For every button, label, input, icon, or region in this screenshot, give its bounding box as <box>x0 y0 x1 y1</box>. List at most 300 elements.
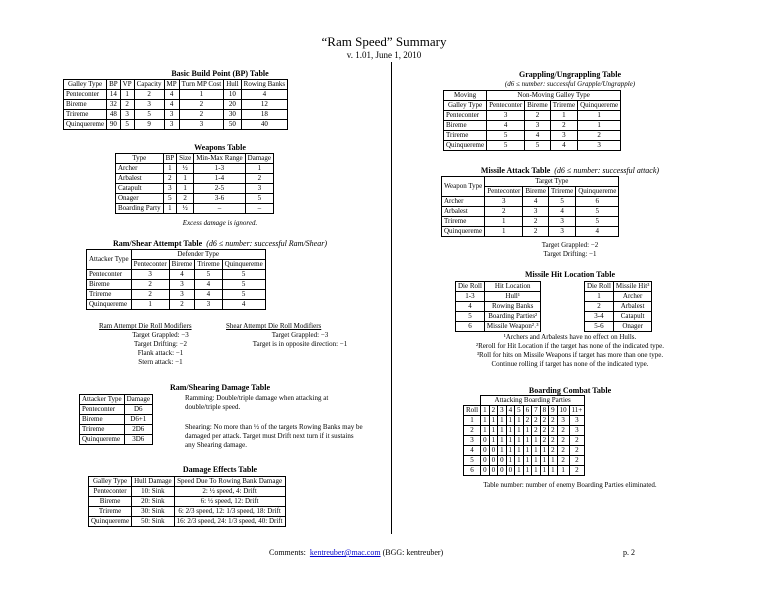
table-cell: 1 <box>506 456 515 466</box>
header-cell: Die Roll <box>585 282 614 292</box>
table-cell: 5 <box>163 194 177 204</box>
table-row <box>442 197 619 207</box>
header-cell: Galley Type <box>64 80 107 90</box>
table-cell: 4 <box>487 121 525 131</box>
table-cell: 1 <box>498 426 507 436</box>
table-cell: 3 <box>523 207 549 217</box>
table-cell: 1 <box>549 456 558 466</box>
table-cell: 1 <box>540 466 549 476</box>
table-cell: 1-4 <box>194 174 245 184</box>
table-cell: 5 <box>222 270 265 280</box>
header-cell: Size <box>177 154 194 164</box>
table-cell: 5 <box>120 120 134 130</box>
table-cell: 1 <box>177 174 194 184</box>
header-cell: Capacity <box>134 80 164 90</box>
table-row <box>80 435 153 445</box>
header-cell: Hit Location <box>484 282 541 292</box>
header-row <box>116 154 274 164</box>
table-cell: D6 <box>124 405 152 415</box>
ram-mod-list <box>99 331 222 367</box>
table-cell: 2 <box>549 416 558 426</box>
header-cell: 8 <box>540 406 549 416</box>
table-cell: 10 <box>224 90 241 100</box>
header-cell: Type <box>116 154 164 164</box>
table-cell: Catapult <box>116 184 164 194</box>
table-row <box>444 141 621 151</box>
header-cell: Penteconter <box>487 101 525 111</box>
table-cell: 6: 2/3 speed, 12: 1/3 speed, 18: Drift <box>174 507 285 517</box>
table-cell: 48 <box>107 110 121 120</box>
table-cell: 2 <box>569 456 585 466</box>
table-cell: 2 <box>120 100 134 110</box>
weapons-table <box>115 153 274 214</box>
table-cell: 2 <box>569 446 585 456</box>
table-cell: 1 <box>540 446 549 456</box>
modifier-item: Target Drifting: −2 <box>133 340 188 348</box>
modifier-item: Flank attack: −1 <box>137 349 184 357</box>
footnote: ³Roll for hits on Missile Weapons if target has more than one type. <box>476 351 664 359</box>
table-cell: 4 <box>456 302 485 312</box>
header-cell: 5 <box>515 406 524 416</box>
table-cell: 1 <box>549 466 558 476</box>
table-row <box>585 312 652 322</box>
table-row <box>442 207 619 217</box>
header-cell: Trireme <box>550 101 577 111</box>
shear-mod-title: Shear Attempt Die Roll Modifiers <box>226 322 322 330</box>
table-cell: 5 <box>464 456 481 466</box>
table-cell: ½ <box>177 204 194 214</box>
table-row <box>464 446 585 456</box>
table-cell: 3 <box>578 141 621 151</box>
table-cell: ½ <box>177 164 194 174</box>
table-cell: 1 <box>585 292 614 302</box>
table-row <box>116 174 274 184</box>
table-cell: Archer <box>613 292 651 302</box>
table-cell: 3 <box>245 184 273 194</box>
header-cell: Hull Damage <box>132 477 175 487</box>
header-cell: Quinquereme <box>578 101 621 111</box>
header-cell: 3 <box>498 406 507 416</box>
ram-mod-title: Ram Attempt Die Roll Modifiers <box>99 322 192 330</box>
table-cell: 3 <box>179 120 224 130</box>
table-row <box>89 487 286 497</box>
header-cell: Speed Due To Rowing Bank Damage <box>174 477 285 487</box>
table-cell: 50 <box>224 120 241 130</box>
header-cell: Damage <box>245 154 273 164</box>
table-cell: 5 <box>548 197 575 207</box>
table-cell: 16: 2/3 speed, 24: 1/3 speed, 40: Drift <box>174 517 285 527</box>
table-cell: 0 <box>506 466 515 476</box>
header-row <box>89 477 286 487</box>
header-cell: Galley Type <box>89 477 132 487</box>
table-cell: 1 <box>481 426 490 436</box>
shearing-text: Shearing: No more than ½ of the targets Rowing Banks may be damaged per attack. Target must Drift next turn if it sustains any Shearing damage. <box>185 423 363 449</box>
group-header: Attacking Boarding Parties <box>481 396 585 406</box>
table-cell: 4 <box>222 300 265 310</box>
table-cell: 1 <box>506 416 515 426</box>
table-cell: 6: ½ speed, 12: Drift <box>174 497 285 507</box>
table-cell: 2 <box>532 426 541 436</box>
header-cell: BP <box>107 80 121 90</box>
table-cell: 5 <box>222 280 265 290</box>
table-cell: 18 <box>241 110 287 120</box>
version-line: v. 1.01, June 1, 2010 <box>346 50 422 60</box>
table-cell: 4 <box>523 197 549 207</box>
table-row <box>87 290 266 300</box>
header-cell: Rowing Banks <box>241 80 287 90</box>
table-row <box>80 425 153 435</box>
table-cell: 2 <box>557 446 569 456</box>
table-cell: 3-6 <box>194 194 245 204</box>
table-cell: 5 <box>245 194 273 204</box>
header-cell: 10 <box>557 406 569 416</box>
table-cell: 1 <box>489 426 498 436</box>
table-cell: 1 <box>506 446 515 456</box>
boarding-title: Boarding Combat Table <box>528 386 612 395</box>
table-cell: 2 <box>523 227 549 237</box>
table-cell: 1 <box>532 456 541 466</box>
table-cell: 2 <box>578 131 621 141</box>
table-cell: 4 <box>241 90 287 100</box>
table-cell: Bireme <box>87 280 132 290</box>
table-cell: 4 <box>550 141 577 151</box>
table-row <box>444 131 621 141</box>
header-cell: Bireme <box>169 260 195 270</box>
modifier-item: Target Grappled: −2 <box>541 241 599 249</box>
footnote: ²Reroll for Hit Location if the target has none of the indicated type. <box>476 342 664 350</box>
table-cell: Quinquereme <box>64 120 107 130</box>
table-row <box>80 415 153 425</box>
table-cell: 0 <box>498 466 507 476</box>
table-row <box>456 292 541 302</box>
page-title: “Ram Speed” Summary <box>321 34 447 49</box>
table-cell: 1 <box>498 436 507 446</box>
table-cell: 5 <box>487 131 525 141</box>
table-row <box>464 456 585 466</box>
table-row <box>464 436 585 446</box>
table-cell: 1 <box>464 416 481 426</box>
ramming-text: Ramming: Double/triple damage when attacking at double/triple speed. <box>185 394 329 411</box>
table-cell: 2 <box>245 174 273 184</box>
table-cell: 12 <box>241 100 287 110</box>
footnote: ¹Archers and Arbalests have no effect on Hulls. <box>503 333 637 341</box>
corner-cell: Moving <box>444 91 487 101</box>
table-cell: 5 <box>525 141 551 151</box>
table-row <box>585 322 652 332</box>
table-row <box>116 164 274 174</box>
table-cell: 4 <box>195 280 222 290</box>
table-cell: 3 <box>548 227 575 237</box>
table-row <box>585 292 652 302</box>
boarding-note: Table number: number of enemy Boarding Parties eliminated. <box>483 481 657 489</box>
header-cell: Missile Hit³ <box>613 282 651 292</box>
missile-attack-table <box>441 176 619 237</box>
table-cell: 20: Sink <box>132 497 175 507</box>
table-cell: 2 <box>179 110 224 120</box>
header-cell: BP <box>163 154 177 164</box>
table-cell: Trireme <box>80 425 125 435</box>
header-cell: 9 <box>549 406 558 416</box>
table-cell: 1 <box>515 446 524 456</box>
email-link[interactable]: kentreuber@mac.com <box>309 548 381 557</box>
header-cell: 7 <box>532 406 541 416</box>
table-cell: 4 <box>548 207 575 217</box>
table-cell: Quinquereme <box>442 227 485 237</box>
table-cell: 1 <box>163 204 177 214</box>
table-row <box>87 300 266 310</box>
header-cell: 1 <box>481 406 490 416</box>
table-row <box>89 507 286 517</box>
table-cell: 3 <box>485 197 523 207</box>
header-cell: Roll <box>464 406 481 416</box>
table-cell: 2 <box>177 194 194 204</box>
table-cell: 0 <box>489 466 498 476</box>
table-cell: Onager <box>613 322 651 332</box>
header-cell: Quinquereme <box>576 187 619 197</box>
table-cell: 5 <box>487 141 525 151</box>
grapple-table <box>443 90 621 151</box>
table-cell: 1 <box>120 90 134 100</box>
header-cell: MP <box>164 80 179 90</box>
table-cell: 0 <box>489 446 498 456</box>
table-cell: 6 <box>456 322 485 332</box>
hitloc-title: Missile Hit Location Table <box>524 270 615 279</box>
table-row <box>456 312 541 322</box>
table-row <box>444 121 621 131</box>
table-cell: 3 <box>164 120 179 130</box>
header-cell: 4 <box>506 406 515 416</box>
table-cell: 2 <box>179 100 224 110</box>
table-cell: 1 <box>578 121 621 131</box>
hit-location-table <box>455 281 541 332</box>
table-cell: Bireme <box>444 121 487 131</box>
header-cell: Bireme <box>525 101 551 111</box>
table-cell: 1 <box>515 416 524 426</box>
table-cell: 0 <box>481 466 490 476</box>
table-cell: 1 <box>578 111 621 121</box>
page-number: p. 2 <box>623 548 635 557</box>
table-cell: 2 <box>549 436 558 446</box>
table-cell: Rowing Banks <box>484 302 541 312</box>
table-cell: 3D6 <box>124 435 152 445</box>
table-cell: 3 <box>548 217 575 227</box>
table-row <box>585 302 652 312</box>
table-cell: 5 <box>134 110 164 120</box>
table-cell: 4 <box>525 131 551 141</box>
table-row <box>87 270 266 280</box>
header-row <box>80 395 153 405</box>
table-row <box>456 322 541 332</box>
table-cell: 2-5 <box>194 184 245 194</box>
table-cell: 1 <box>523 446 532 456</box>
corner-cell: Weapon Type <box>442 177 485 197</box>
table-cell: Quinquereme <box>80 435 125 445</box>
modifier-item: Stern attack: −1 <box>138 358 183 366</box>
table-cell: 90 <box>107 120 121 130</box>
header-cell: Trireme <box>548 187 575 197</box>
table-row <box>444 111 621 121</box>
table-cell: 3 <box>120 110 134 120</box>
table-cell: Boarding Parties² <box>484 312 541 322</box>
table-cell: 3 <box>525 121 551 131</box>
group-header: Target Type <box>485 177 619 187</box>
header-cell: 2 <box>489 406 498 416</box>
table-cell: Hull¹ <box>484 292 541 302</box>
table-row <box>464 426 585 436</box>
shear-mod-list <box>222 331 378 349</box>
header-cell: Die Roll <box>456 282 485 292</box>
boarding-table <box>463 395 585 476</box>
table-cell: 2 <box>131 280 169 290</box>
ram-title: Ram/Shear Attempt Table (d6 ≤ number: successful Ram/Shear) <box>112 239 327 248</box>
table-cell: 2 <box>134 90 164 100</box>
table-cell: 2 <box>540 436 549 446</box>
table-cell: 3 <box>164 110 179 120</box>
table-cell: 3 <box>487 111 525 121</box>
header-row <box>456 282 541 292</box>
header-cell: Trireme <box>195 260 222 270</box>
table-cell: 2 <box>163 174 177 184</box>
table-cell: 1 <box>131 300 169 310</box>
table-cell: 5 <box>195 270 222 280</box>
table-cell: 1 <box>523 456 532 466</box>
table-cell: 1 <box>515 466 524 476</box>
table-cell: Trireme <box>87 290 132 300</box>
table-cell: 1 <box>498 416 507 426</box>
header-cell: Min-Max Range <box>194 154 245 164</box>
table-cell: Bireme <box>89 497 132 507</box>
table-cell: 2 <box>169 300 195 310</box>
table-cell: Archer <box>116 164 164 174</box>
table-cell: 50: Sink <box>132 517 175 527</box>
table-cell: 6 <box>464 466 481 476</box>
table-row <box>456 302 541 312</box>
header-cell: Damage <box>124 395 152 405</box>
table-cell: 1 <box>523 466 532 476</box>
table-cell: 1 <box>557 466 569 476</box>
table-cell: 3 <box>569 426 585 436</box>
table-cell: 3 <box>169 290 195 300</box>
table-cell: 1 <box>506 436 515 446</box>
table-cell: 3 <box>131 270 169 280</box>
table-row <box>116 184 274 194</box>
table-cell: Catapult <box>613 312 651 322</box>
footer-comments: Comments: kentreuber@mac.com (BGG: kentreuber) <box>269 548 444 557</box>
table-cell: 4 <box>169 270 195 280</box>
table-cell: 1-3 <box>194 164 245 174</box>
table-cell: 2 <box>523 217 549 227</box>
table-cell: 2 <box>549 446 558 456</box>
table-cell: 4 <box>576 227 619 237</box>
header-cell: Penteconter <box>131 260 169 270</box>
table-cell: 20 <box>224 100 241 110</box>
table-row <box>89 517 286 527</box>
table-cell: D6+1 <box>124 415 152 425</box>
table-cell: Penteconter <box>444 111 487 121</box>
table-cell: 1-3 <box>456 292 485 302</box>
table-row <box>64 90 288 100</box>
table-cell: 1 <box>485 217 523 227</box>
grapple-cond: (d6 ≤ number: successful Grapple/Ungrapple) <box>504 80 636 88</box>
table-cell: 3 <box>557 416 569 426</box>
weapons-title: Weapons Table <box>194 143 246 152</box>
table-cell: 1 <box>179 90 224 100</box>
footnote: Continue rolling if target has none of the indicated type. <box>491 360 649 368</box>
table-row <box>442 227 619 237</box>
table-row <box>464 466 585 476</box>
table-cell: 0 <box>481 456 490 466</box>
table-cell: Trireme <box>89 507 132 517</box>
table-row <box>116 194 274 204</box>
table-cell: 3 <box>195 300 222 310</box>
table-cell: 1 <box>489 416 498 426</box>
table-cell: Archer <box>442 197 485 207</box>
table-cell: Penteconter <box>87 270 132 280</box>
table-cell: Arbalest <box>613 302 651 312</box>
header-row <box>64 80 288 90</box>
header-row <box>442 177 619 187</box>
table-cell: 4 <box>164 100 179 110</box>
corner-cell <box>464 396 481 406</box>
header-cell: 6 <box>523 406 532 416</box>
table-cell: 2 <box>485 207 523 217</box>
table-cell: 1 <box>523 436 532 446</box>
table-cell: 1 <box>245 164 273 174</box>
missile-title: Missile Attack Table (d6 ≤ number: successful attack) <box>480 166 660 175</box>
table-cell: 3 <box>163 184 177 194</box>
table-cell: 3 <box>134 100 164 110</box>
table-cell: 1 <box>515 426 524 436</box>
grapple-title: Grappling/Ungrappling Table <box>518 70 622 79</box>
table-cell: Penteconter <box>89 487 132 497</box>
table-cell: 2 <box>557 436 569 446</box>
table-cell: 1 <box>540 456 549 466</box>
group-header: Non-Moving Galley Type <box>487 91 621 101</box>
table-cell: 1 <box>498 446 507 456</box>
table-cell: 2 <box>131 290 169 300</box>
table-row <box>464 416 585 426</box>
table-cell: – <box>245 204 273 214</box>
table-row <box>64 110 288 120</box>
table-cell: – <box>194 204 245 214</box>
column-divider <box>391 62 392 534</box>
header-cell: Attacker Type <box>80 395 125 405</box>
table-row <box>80 405 153 415</box>
basic-title: Basic Build Point (BP) Table <box>171 69 269 78</box>
table-cell: 2 <box>525 111 551 121</box>
table-cell: 2: ½ speed, 4: Drift <box>174 487 285 497</box>
weapons-note: Excess damage is ignored. <box>182 219 258 227</box>
table-cell: 4 <box>164 90 179 100</box>
table-cell: Trireme <box>442 217 485 227</box>
table-cell: 2 <box>540 426 549 436</box>
table-cell: 1 <box>485 227 523 237</box>
table-cell: 3 <box>464 436 481 446</box>
table-cell: 2 <box>557 426 569 436</box>
header-cell: Quinquereme <box>222 260 265 270</box>
corner-cell: Galley Type <box>444 101 487 111</box>
table-cell: Boarding Party <box>116 204 164 214</box>
table-cell: 30 <box>224 110 241 120</box>
table-row <box>442 217 619 227</box>
table-cell: 1 <box>532 466 541 476</box>
table-cell: 2 <box>523 416 532 426</box>
ram-shear-table <box>86 249 266 310</box>
header-row <box>87 250 266 260</box>
table-cell: 3 <box>169 280 195 290</box>
corner-cell: Attacker Type <box>87 250 132 270</box>
table-cell: 0 <box>498 456 507 466</box>
